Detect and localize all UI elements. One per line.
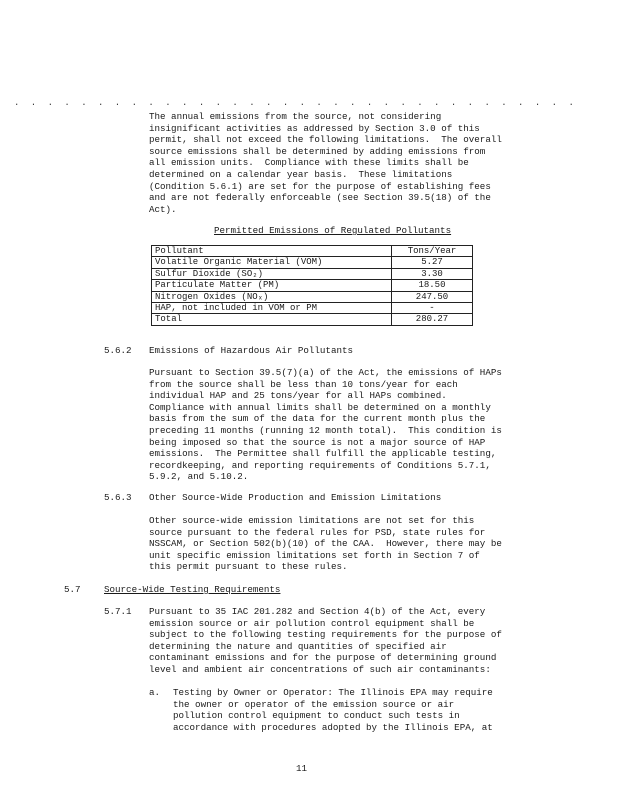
table-row xyxy=(152,291,473,302)
text-line: accordance with procedures adopted by the Illinois EPA, at xyxy=(173,721,493,733)
text-line: determining the nature and quantities of specified air xyxy=(149,640,447,652)
text-line: NSSCAM, or Section 502(b)(10) of the CAA. However, there may be xyxy=(149,538,502,550)
text-line: being imposed so that the source is not a major source of HAP xyxy=(149,436,486,448)
text-line: contaminant emissions and for the purpose of determining ground xyxy=(149,652,497,664)
text-line: Act). xyxy=(149,203,177,215)
table-row xyxy=(152,257,473,268)
text-line: Pursuant to 35 IAC 201.282 and Section 4(b) of the Act, every xyxy=(149,606,486,617)
text-line: insignificant activities as addressed by Section 3.0 of this xyxy=(149,122,480,134)
intro-paragraph xyxy=(149,111,544,215)
section-571-number: 5.7.1 xyxy=(104,606,132,617)
item-a-body xyxy=(173,687,545,733)
text-line: from the source shall be less than 10 tons/year for each xyxy=(149,378,458,390)
text-line: source emissions shall be determined by adding emissions from xyxy=(149,145,486,157)
item-a-label: a. xyxy=(149,687,161,698)
tons-per-year-cell: - xyxy=(392,303,473,314)
text-line: all emission units. Compliance with these limits shall be xyxy=(149,157,469,169)
table-row xyxy=(152,303,473,314)
page-number: 11 xyxy=(296,763,308,774)
section-571-body xyxy=(149,606,544,676)
table-caption: Permitted Emissions of Regulated Pollutants xyxy=(214,225,452,236)
text-line: individual HAP and 25 tons/year for all HAPs combined. xyxy=(149,390,447,402)
text-line: The annual emissions from the source, not considering xyxy=(149,111,442,122)
emissions-table xyxy=(151,245,473,326)
section-562-title: Emissions of Hazardous Air Pollutants xyxy=(149,345,353,356)
pollutant-cell: Nitrogen Oxides (NOₓ) xyxy=(152,291,392,302)
text-line: and are not federally enforceable (see Section 39.5(18) of the xyxy=(149,192,491,204)
text-line: (Condition 5.6.1) are set for the purpose of establishing fees xyxy=(149,180,491,192)
table-row xyxy=(152,268,473,279)
tons-per-year-cell: 5.27 xyxy=(392,257,473,268)
text-line: Pursuant to Section 39.5(7)(a) of the Act, the emissions of HAPs xyxy=(149,367,502,378)
pollutant-cell: HAP, not included in VOM or PM xyxy=(152,303,392,314)
section-563-title: Other Source-Wide Production and Emission Limitations xyxy=(149,492,442,503)
text-line: emission source or air pollution control equipment shall be xyxy=(149,617,475,629)
section-563-number: 5.6.3 xyxy=(104,492,132,503)
text-line: Testing by Owner or Operator: The Illinois EPA may require xyxy=(173,687,493,698)
tons-per-year-cell: Tons/Year xyxy=(392,246,473,257)
pollutant-cell: Volatile Organic Material (VOM) xyxy=(152,257,392,268)
pollutant-cell: Particulate Matter (PM) xyxy=(152,280,392,291)
text-line: basis from the sum of the data for the current month plus the xyxy=(149,413,486,425)
tons-per-year-cell: 247.50 xyxy=(392,291,473,302)
section-563-body xyxy=(149,515,544,573)
section-57-title: Source-Wide Testing Requirements xyxy=(104,584,281,595)
text-line: subject to the following testing requirements for the purpose of xyxy=(149,629,502,641)
text-line: this permit pursuant to these rules. xyxy=(149,561,348,573)
section-57-number: 5.7 xyxy=(64,584,81,595)
tons-per-year-cell: 18.50 xyxy=(392,280,473,291)
pollutant-cell: Sulfur Dioxide (SO₂) xyxy=(152,268,392,279)
text-line: permit, shall not exceed the following limitations. The overall xyxy=(149,134,502,146)
table-header-row xyxy=(152,246,473,257)
text-line: pollution control equipment to conduct such tests in xyxy=(173,710,460,722)
section-562-number: 5.6.2 xyxy=(104,345,132,356)
text-line: 5.9.2, and 5.10.2. xyxy=(149,471,249,483)
text-line: source pursuant to the federal rules for PSD, state rules for xyxy=(149,526,486,538)
pollutant-cell: Total xyxy=(152,314,392,325)
text-line: the owner or operator of the emission source or air xyxy=(173,698,455,710)
text-line: emissions. The Permittee shall fulfill the applicable testing, xyxy=(149,448,497,460)
text-line: Compliance with annual limits shall be determined on a monthly xyxy=(149,401,491,413)
tons-per-year-cell: 280.27 xyxy=(392,314,473,325)
pollutant-cell: Pollutant xyxy=(152,246,392,257)
text-line: determined on a calendar year basis. These limitations xyxy=(149,168,453,180)
text-line: level and ambient air concentrations of such air contaminants: xyxy=(149,663,491,675)
section-562-body xyxy=(149,367,544,483)
text-line: unit specific emission limitations set forth in Section 7 of xyxy=(149,549,480,561)
table-row xyxy=(152,280,473,291)
text-line: Other source-wide emission limitations are not set for this xyxy=(149,515,475,526)
header-dots: . . . . . . . . . . . . . . . . . . . . . . . . . . . . . . . . . . xyxy=(14,98,577,108)
text-line: preceding 11 months (running 12 month total). This condition is xyxy=(149,424,502,436)
table-row xyxy=(152,314,473,325)
text-line: recordkeeping, and reporting requirements of Conditions 5.7.1, xyxy=(149,459,491,471)
tons-per-year-cell: 3.30 xyxy=(392,268,473,279)
